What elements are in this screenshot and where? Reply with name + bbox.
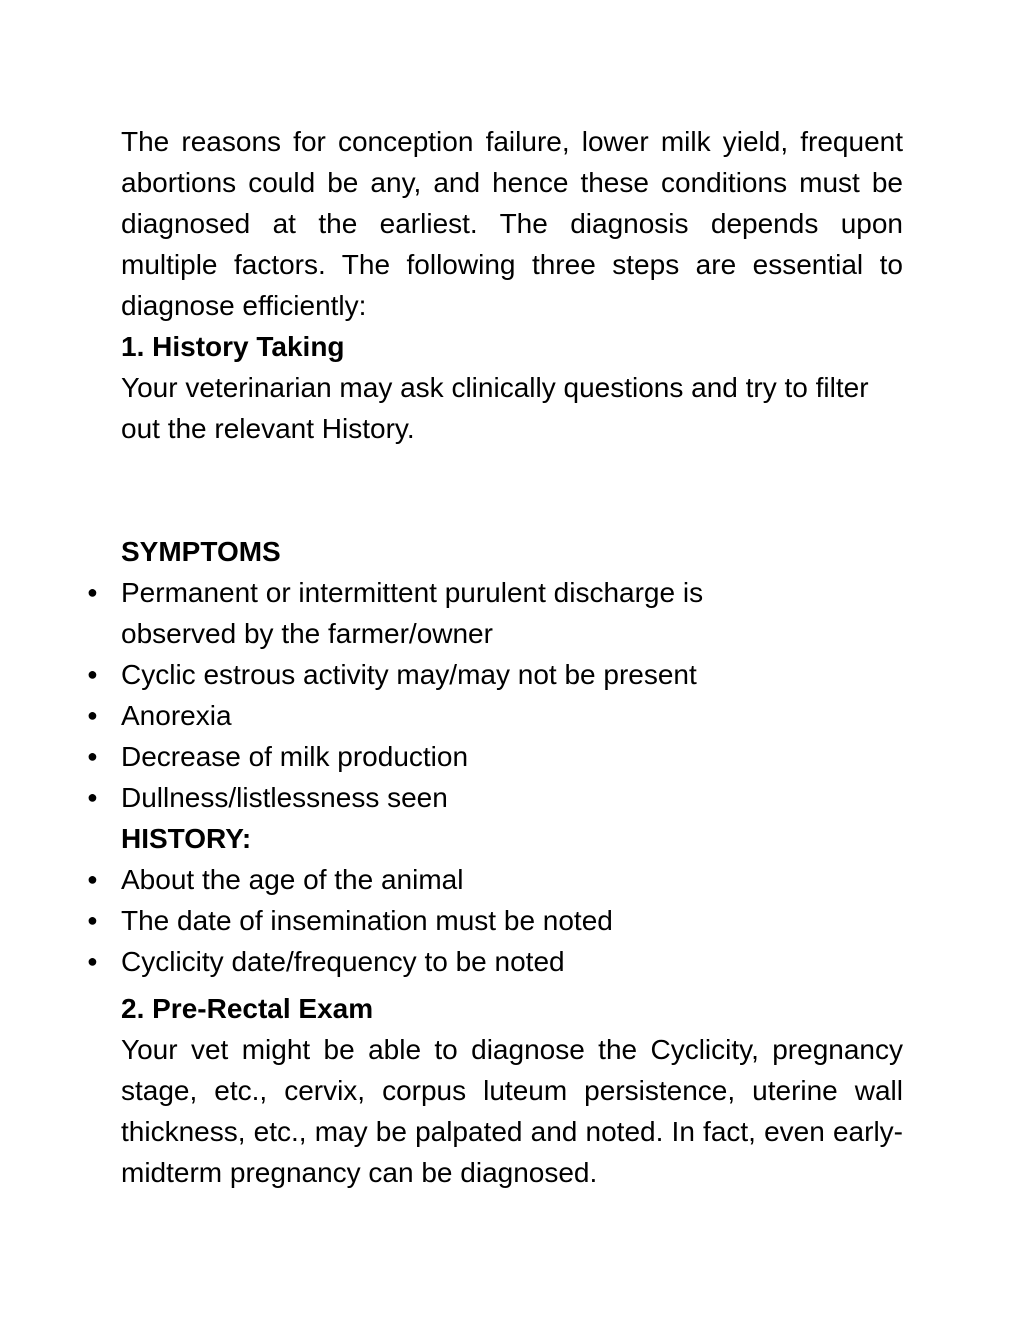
history-text: The date of insemination must be noted: [121, 905, 613, 936]
symptom-text: Cyclic estrous activity may/may not be present: [121, 659, 697, 690]
list-item: [87, 654, 903, 695]
history-taking-paragraph: Your veterinarian may ask clinically questions and try to filter out the relevant History.: [121, 372, 869, 444]
bullet-dot-icon: ●: [87, 746, 98, 766]
history-heading: HISTORY:: [121, 823, 252, 854]
symptoms-list: [87, 572, 903, 818]
symptom-text: Dullness/listlessness seen: [121, 782, 448, 813]
bullet-dot-icon: ●: [87, 705, 98, 725]
symptoms-heading: SYMPTOMS: [121, 536, 281, 567]
bullet-dot-icon: ●: [87, 664, 98, 684]
history-text: Cyclicity date/frequency to be noted: [121, 946, 565, 977]
symptom-text: Decrease of milk production: [121, 741, 469, 772]
history-text: About the age of the animal: [121, 864, 464, 895]
bullet-dot-icon: ●: [87, 951, 98, 971]
bullet-dot-icon: ●: [87, 582, 98, 602]
section-heading-history-taking: 1. History Taking: [121, 331, 345, 362]
list-item: [87, 859, 903, 900]
symptom-text: Anorexia: [121, 700, 232, 731]
bullet-dot-icon: ●: [87, 787, 98, 807]
list-item: [87, 777, 903, 818]
history-list: [87, 859, 903, 982]
symptom-text: Permanent or intermittent purulent discharge is observed by the farmer/owner: [121, 577, 704, 649]
blank-space: [121, 449, 903, 531]
section-heading-pre-rectal-exam: 2. Pre-Rectal Exam: [121, 993, 374, 1024]
list-item: [87, 695, 903, 736]
list-item: [87, 900, 903, 941]
list-item: [87, 941, 903, 982]
list-item: [87, 572, 791, 654]
bullet-dot-icon: ●: [87, 910, 98, 930]
list-item: [87, 736, 903, 777]
document-content: [87, 121, 903, 1193]
pre-rectal-exam-paragraph: Your vet might be able to diagnose the Cyclicity, pregnancy stage, etc., cervix, corpus luteum persistence, uterine wall thickness, etc., may be palpated and noted. In fact, even early-midterm pregnancy can be diagnosed.: [121, 1034, 903, 1188]
bullet-dot-icon: ●: [87, 869, 98, 889]
intro-paragraph: The reasons for conception failure, lower milk yield, frequent abortions could be any, and hence these conditions must be diagnosed at the earliest. The diagnosis depends upon multiple factors. The following three steps are essential to diagnose efficiently:: [121, 126, 903, 321]
